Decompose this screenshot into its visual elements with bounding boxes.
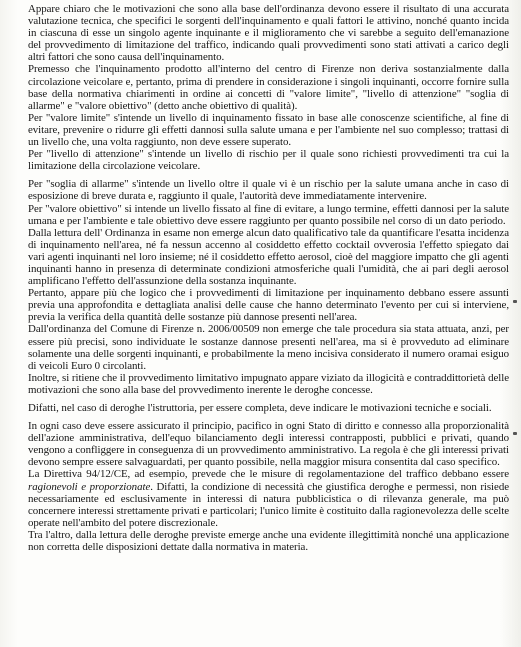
document-body: [28, 3, 509, 553]
paragraph-inoltre: Inoltre, si ritiene che il provvedimento limitativo impugnato appare viziato da illogicità e contraddittorietà delle motivazioni che sono alla base del provvedimento inerente le deroghe concesse.: [28, 371, 509, 396]
paragraph-motivazioni: Appare chiaro che le motivazioni che sono alla base dell'ordinanza devono essere il risultato di una accurata valutazione tecnica, che specifici le sorgenti dell'inquinamento e quali fattori le attivino, nonché quanto incida in ciascuna di esse un singolo agente inquinante e il miglioramento che vi sarebbe a seguito dell'emanazione del provvedimento di limitazione del traffico, indicando quali provvedimenti sono stati attivati a carico degli altri fattori che sono causa dell'inquinamento.: [28, 3, 509, 64]
paragraph-difatti-deroghe: Difatti, nel caso di deroghe l'istruttoria, per essere completa, deve indicare le motivazioni tecniche e sociali.: [28, 402, 492, 414]
scan-edge-mark: [513, 432, 517, 435]
paragraph-valore-limite: Per "valore limite" s'intende un livello di inquinamento fissato in base alle conoscenze scientifiche, al fine di evitare, prevenire o ridurre gli effetti dannosi sulla salute umana e per l'ambiente nel suo complesso; trattasi di un livello che, una volta raggiunto, non deve essere superato.: [28, 111, 509, 149]
direttiva-text-end: . Difatti, la condizione di necessità che giustifica deroghe e permessi, non risiede necessariamente ed esclusivamente in interessi di natura pubblicistica o di rilevanza generale, ma può concernere interessi strettamente privati e particolari; l'unico limite è costituito dalla ragionevolezza delle scelte operate nell'ambito del potere discrezionale.: [28, 480, 509, 529]
paragraph-ordinanza-firenze: Dall'ordinanza del Comune di Firenze n. 2006/00509 non emerge che tale procedura sia stata attuata, anzi, per essere più precisi, sono individuate le sostanze dannose presenti nell'area, ma si è provveduto ad eliminare solamente una delle sorgenti inquinanti, e probabilmente la meno incisiva considerato il numero oramai esiguo di veicoli Euro 0 circolanti.: [28, 323, 509, 372]
paragraph-lettura-ordinanza: Dalla lettura dell' Ordinanza in esame non emerge alcun dato qualificativo tale da quantificare l'esatta incidenza di inquinamento nell'area, né fa nessun accenno al cosiddetto effetto cocktail ovverosia l'effetto spiegato dai vari agenti inquinanti nel loro insieme; né il cosiddetto effetto aerosol, cioè del maggiore impatto che gli agenti inquinanti hanno in presenza di determinate condizioni atmosferiche quali l'umidità, che ai pari degli aerosol amplificano l'effetto dell'assunzione della sostanza inquinante.: [28, 226, 509, 288]
direttiva-text-start: La Direttiva 94/12/CE, ad esempio, prevede che le misure di regolamentazione del traffico debbano essere: [28, 468, 509, 481]
paragraph-soglia-allarme: Per "soglia di allarme" s'intende un livello oltre il quale vi è un rischio per la salute umana anche in caso di esposizione di breve durata e, raggiunto il quale, l'autorità deve immediatamente intervenire.: [28, 178, 509, 203]
paragraph-tra-laltro: Tra l'altro, dalla lettura delle deroghe previste emerge anche una evidente illegittimità nonché una applicazione non corretta delle disposizioni dettate dalla normativa in materia.: [28, 528, 509, 554]
paragraph-valore-obiettivo: Per "valore obiettivo" si intende un livello fissato al fine di evitare, a lungo termine, effetti dannosi per la salute umana e per l'ambiente e tale obiettivo deve essere raggiunto per quanto possibile nel corso di un dato periodo.: [28, 202, 509, 227]
paragraph-in-ogni-caso: In ogni caso deve essere assicurato il principio, pacifico in ogni Stato di diritto e connesso alla proporzionalità dell'azione amministrativa, dell'equo bilanciamento degli interessi contrapposti, pubblici e privati, quando vengono a confliggere in conseguenza di un provvedimento amministrativo. La regola è che gli interessi privati devono sempre essere salvaguardati, per quanto possibile, nella maggior misura consentita dal caso specifico.: [28, 420, 509, 469]
paragraph-direttiva: [28, 468, 509, 528]
scan-edge-mark: [513, 300, 517, 303]
paragraph-premesso: Premesso che l'inquinamento prodotto all'interno del centro di Firenze non deriva sostanzialmente dalla circolazione veicolare e, pertanto, prima di prendere in considerazione i singoli inquinanti, occorre fornire sulla base della normativa chiarimenti in ordine ai concetti di "valore limite", "livello di attenzione" "soglia di allarme" e "valore obiettivo" (detto anche obiettivo di qualità).: [28, 63, 509, 112]
paragraph-livello-attenzione: Per "livello di attenzione" s'intende un livello di rischio per il quale sono richiesti provvedimenti tra cui la limitazione della circolazione veicolare.: [28, 148, 509, 173]
direttiva-italic-phrase: ragionevoli e proporzionate: [28, 480, 151, 493]
paragraph-pertanto: Pertanto, appare più che logico che i provvedimenti di limitazione per inquinamento debbano essere assunti previa una approfondita e dettagliata analisi delle cause che hanno determinato l'evento per cui si interviene, previa la verifica della quantità delle sostanze più dannose presenti nell'area.: [28, 287, 509, 324]
